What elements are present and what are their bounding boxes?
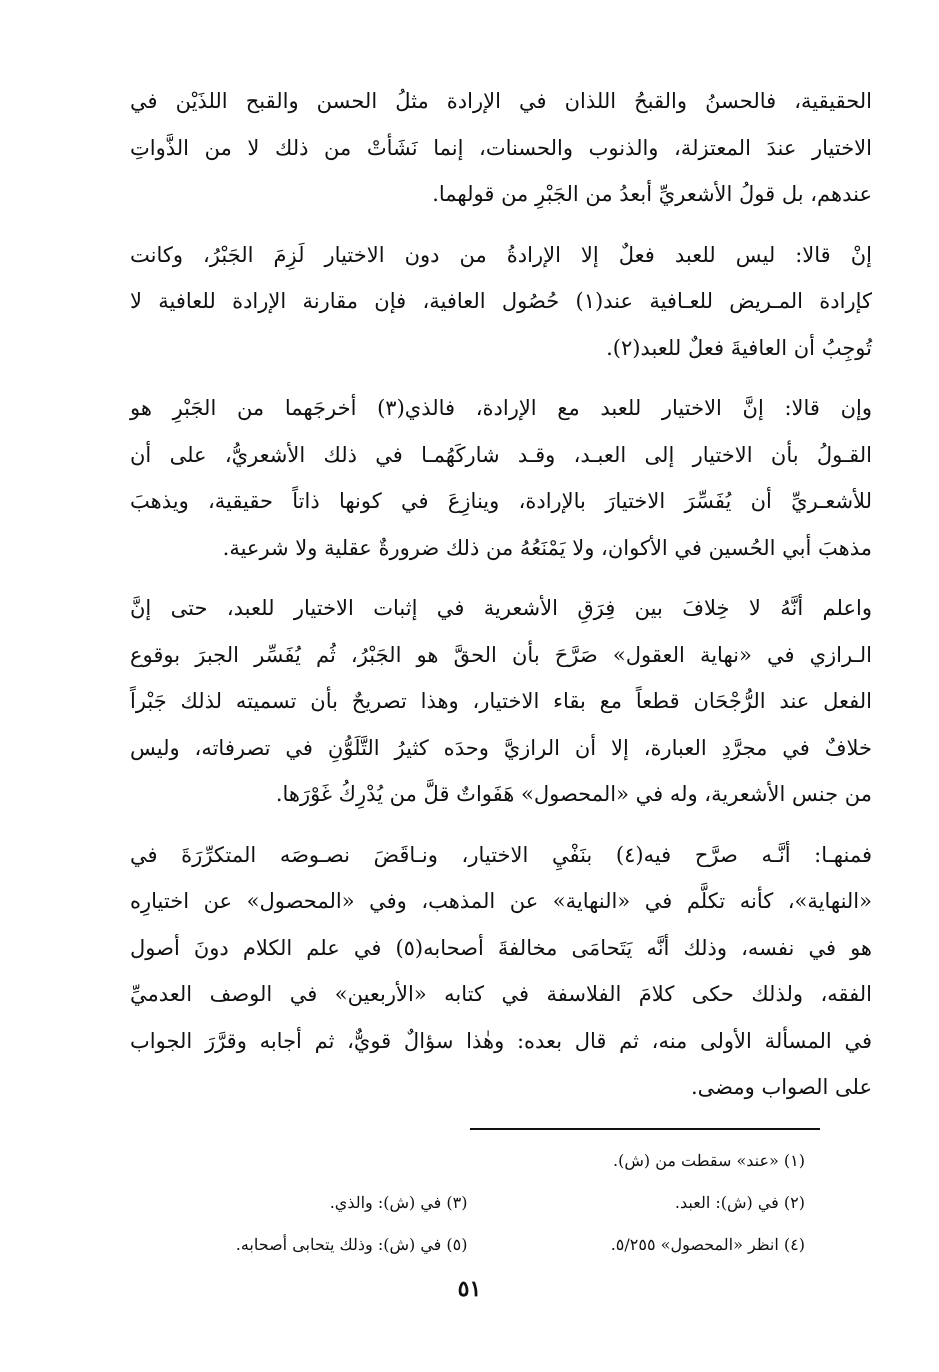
main-text [130,78,872,1125]
paragraph-2 [130,232,872,372]
page-number: ٥١ [457,1276,482,1302]
text-line: هو في نفسه، وذلك أنَّه يَتَحامَى مخالفةَ أصحابه(٥) في علم الكلام دونَ أصول [130,935,872,960]
text-line: «النهاية»، كأنه تكلَّم في «النهاية» عن المذهب، وفي «المحصول» عن اختيارِه [130,889,872,913]
paragraph-5 [130,832,872,1111]
footnote-4: (٤) انظر «المحصول» ٥/٢٥٥. [610,1235,805,1254]
footnote-3: (٣) في (ش): والذي. [329,1193,468,1212]
text-line: تُوجِبُ أن العافيةَ فعلٌ للعبد(٢). [606,335,872,360]
footnote-2: (٢) في (ش): العبد. [674,1193,805,1212]
text-line: كإرادة المـريض للعـافية عند(١) حُصُول العافية، فإن مقارنة الإرادة للعافية لا [130,289,872,313]
text-line: عندهم، بل قولُ الأشعريِّ أبعدُ من الجَبْرِ من قولهما. [432,182,872,206]
footnote-row [130,1140,805,1182]
text-line: خلافٌ في مجرَّدِ العبارة، إلا أن الرازيَّ وحدَه كثيرُ التَّلَوُّنِ في تصرفاته، وليس [130,735,872,760]
paragraph-1 [130,78,872,218]
text-line: للأشعـريِّ أن يُفَسِّرَ الاختيارَ بالإرادة، وينازِعَ في كونها ذاتاً حقيقية، ويذهبَ [130,489,872,513]
footnote-divider [470,1128,820,1130]
paragraph-4 [130,585,872,818]
footnote-row [130,1182,805,1224]
footnotes [130,1140,805,1266]
text-line: الـرازي في «نهاية العقول» صَرَّحَ بأن الحقَّ هو الجَبْرُ، ثُم يُفَسِّر الجبرَ بوقوع [130,642,872,667]
text-line: الحقيقية، فالحسنُ والقبحُ اللذان في الإرادة مثلُ الحسن والقبح اللذَيْن في [130,89,872,113]
paragraph-3 [130,385,872,571]
text-line: الاختيار عندَ المعتزلة، والذنوب والحسنات، إنما نَشَأتْ من ذلك لا من الذَّواتِ [130,135,872,160]
text-line: الفعل عند الرُّجْحَان قطعاً مع بقاء الاختيار، وهذا تصريحٌ بأن تسميته لذلك جَبْراً [130,689,872,713]
text-line: من جنس الأشعرية، وله في «المحصول» هَفَواتٌ قلَّ من يُدْرِكُ غَوْرَها. [275,782,872,806]
footnote-1: (١) «عند» سقطت من (ش). [613,1151,805,1170]
text-line: وإن قالا: إنَّ الاختيار للعبد مع الإرادة، فالذي(٣) أخرجَهما من الجَبْرِ هو [130,396,872,420]
footnote-5: (٥) في (ش): وذلك يتحابى أصحابه. [235,1235,468,1254]
text-line: واعلم أنَّهُ لا خِلافَ بين فِرَقِ الأشعرية في إثبات الاختيار للعبد، حتى إنَّ [130,596,872,620]
footnote-row [130,1224,805,1266]
text-line: إنْ قالا: ليس للعبد فعلٌ إلا الإرادةُ من دون الاختيار لَزِمَ الجَبْرُ، وكانت [130,242,872,267]
text-line: في المسألة الأولى منه، ثم قال بعده: وهٰذا سؤالٌ قويٌّ، ثم أجابه وقرَّرَ الجواب [130,1028,872,1053]
text-line: على الصواب ومضى. [690,1075,872,1099]
text-line: الفقه، ولذلك حكى كلامَ الفلاسفة في كتابه «الأربعين» في الوصف العدميِّ [130,982,872,1006]
text-line: مذهبَ أبي الحُسين في الأكوان، ولا يَمْنَعُهُ من ذلك ضرورةٌ عقلية ولا شرعية. [222,535,872,560]
text-line: القـولُ بأن الاختيار إلى العبـد، وقـد شاركَهُمـا في ذلك الأشعريُّ، على أن [130,442,872,467]
text-line: فمنهـا: أنَّـه صرَّح فيه(٤) بنَفْيِ الاختيار، ونـاقَضَ نصـوصَه المتكرِّرَةَ في [130,842,872,867]
